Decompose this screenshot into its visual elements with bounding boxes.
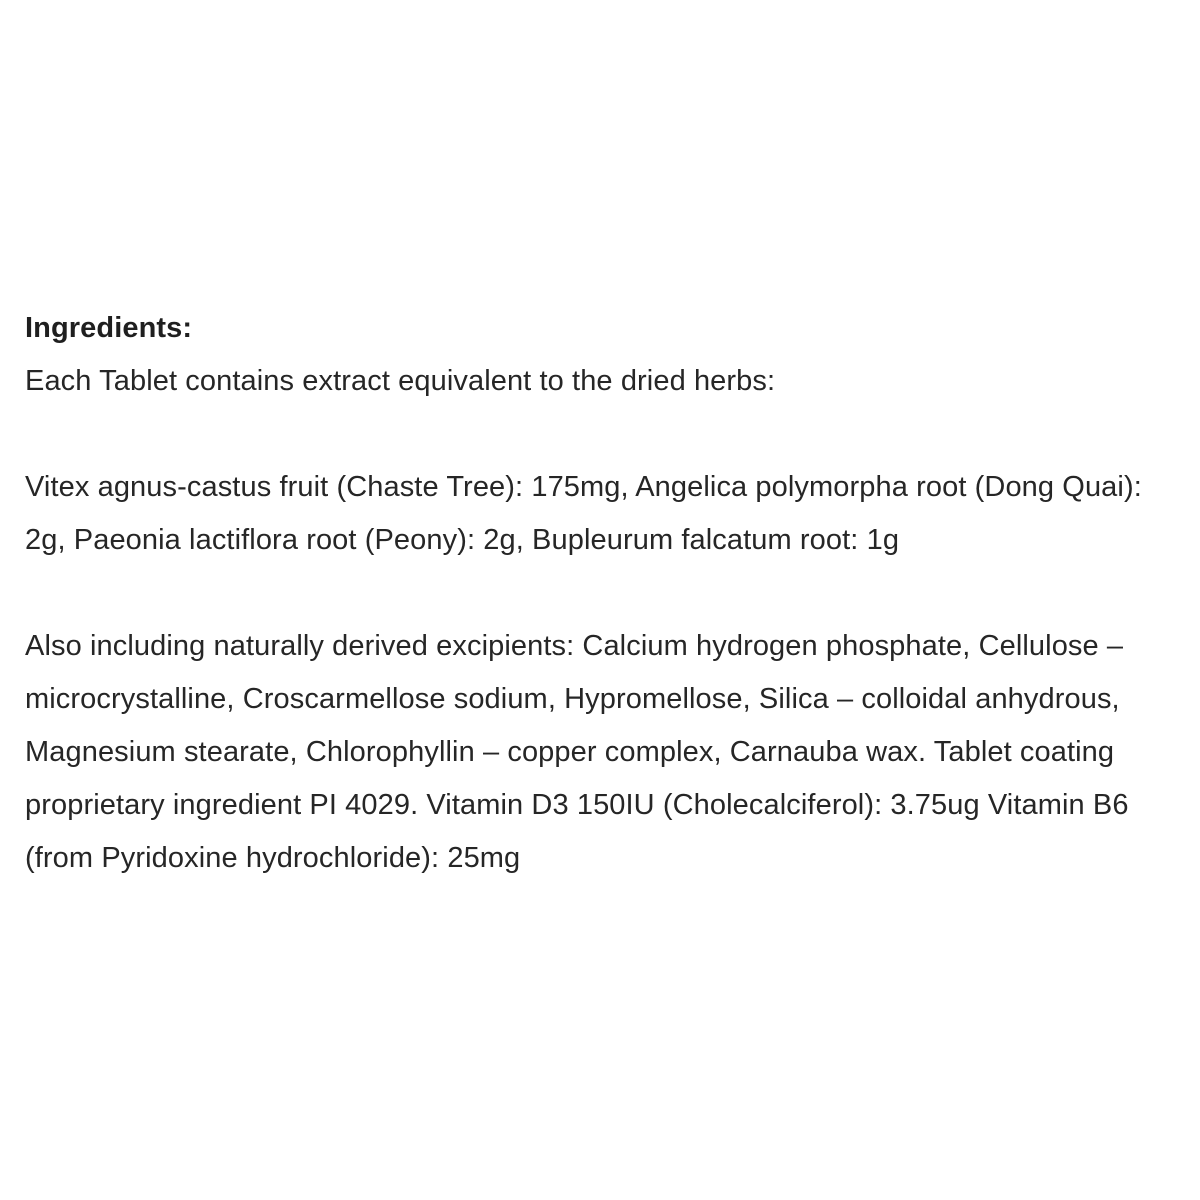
excipients-paragraph: Also including naturally derived excipients: Calcium hydrogen phosphate, Cellulose – microcrystalline, Croscarmellose sodium, Hypromellose, Silica – colloidal anhydrous, Magnesium stearate, Chlorophyllin – copper complex, Carnauba wax. Tablet coating proprietary ingredient PI 4029. Vitamin D3 150IU (Cholecalciferol): 3.75ug Vitamin B6 (from Pyridoxine hydrochloride): 25mg xyxy=(25,630,1129,874)
herbs-paragraph: Vitex agnus-castus fruit (Chaste Tree): 175mg, Angelica polymorpha root (Dong Quai): 2g, Paeonia lactiflora root (Peony): 2g, Bupleurum falcatum root: 1g xyxy=(25,471,1142,556)
paragraph-spacer xyxy=(25,408,1175,461)
paragraph-spacer xyxy=(25,567,1175,620)
ingredients-heading: Ingredients: xyxy=(25,312,193,344)
ingredients-section xyxy=(25,302,1175,885)
intro-text: Each Tablet contains extract equivalent to the dried herbs: xyxy=(25,365,776,397)
